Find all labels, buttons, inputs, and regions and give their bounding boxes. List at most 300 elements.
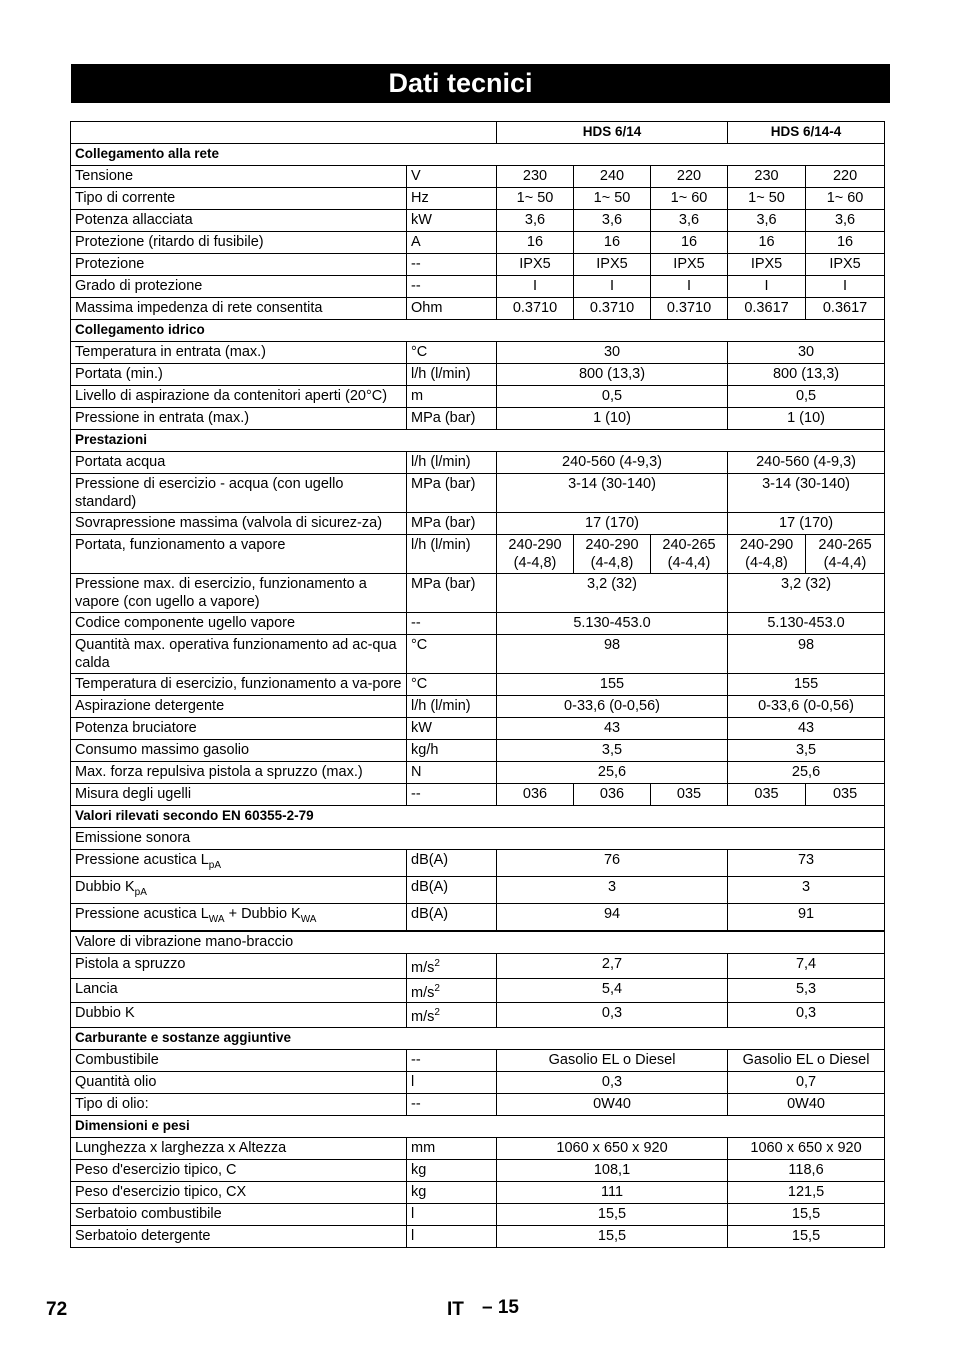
row-label-text: Temperatura in entrata (max.): [75, 344, 266, 360]
row-unit-text: l/h (l/min): [411, 366, 471, 382]
row-unit: [407, 613, 497, 635]
value-cell-2: 0.3710: [574, 298, 651, 320]
row-unit-text: --: [411, 1096, 421, 1113]
table-row: [71, 254, 885, 276]
row-unit-text: --: [411, 1052, 421, 1069]
value-model-a: 5.130-453.0: [497, 613, 728, 635]
value-model-a: 155: [497, 674, 728, 696]
row-unit-text: m: [411, 388, 424, 404]
value-cell-3: 0.3710: [651, 298, 728, 320]
row-label-text: Livello di aspirazione da contenitori aperti (20°C): [75, 388, 388, 404]
row-label-text: Quantità max. operativa funzionamento ad ac-qua calda: [75, 637, 397, 671]
value-cell-3: IPX5: [651, 254, 728, 276]
row-label-text: Peso d'esercizio tipico, CX: [75, 1184, 247, 1201]
section-header-row: [71, 144, 885, 166]
spec-table: [70, 121, 885, 1248]
row-label: [71, 1003, 407, 1028]
value-model-a: 76: [497, 850, 728, 877]
row-label: [71, 166, 407, 188]
row-unit: [407, 903, 497, 930]
subsection-title: Emissione sonora: [71, 828, 885, 850]
row-unit-text: A: [411, 234, 421, 250]
value-cell-5: 1~ 60: [806, 188, 885, 210]
table-row: [71, 903, 885, 930]
row-unit: [407, 718, 497, 740]
value-model-b: 98: [728, 635, 885, 674]
value-model-b: 800 (13,3): [728, 364, 885, 386]
row-unit-text: dB(A): [411, 852, 449, 868]
value-model-b: 0W40: [728, 1094, 885, 1116]
row-label: [71, 386, 407, 408]
section-header-row: [71, 1116, 885, 1138]
value-cell-2: IPX5: [574, 254, 651, 276]
row-label-text: Consumo massimo gasolio: [75, 742, 250, 758]
row-label: [71, 535, 407, 574]
value-cell-5: 240-265 (4-4,4): [806, 535, 885, 574]
row-label: [71, 978, 407, 1003]
row-label-text: Pressione acustica L: [75, 852, 209, 868]
row-unit: [407, 474, 497, 513]
value-model-b: 121,5: [728, 1182, 885, 1204]
table-row: [71, 1138, 885, 1160]
value-model-a: 3: [497, 876, 728, 903]
value-model-a: 0-33,6 (0-0,56): [497, 696, 728, 718]
row-unit-text: N: [411, 764, 422, 780]
value-cell-5: 0.3617: [806, 298, 885, 320]
row-label: [71, 1050, 407, 1072]
row-label: [71, 718, 407, 740]
row-label: [71, 1226, 407, 1248]
row-label-text: Sovrapressione massima (valvola di sicurez-za): [75, 515, 383, 531]
value-model-a: 30: [497, 342, 728, 364]
subsection-title: Valore di vibrazione mano-braccio: [71, 931, 885, 954]
row-label: [71, 740, 407, 762]
row-label: [71, 635, 407, 674]
page-title: Dati tecnici: [71, 64, 890, 103]
row-label-text: Portata, funzionamento a vapore: [75, 537, 286, 553]
section-header-row: [71, 806, 885, 828]
row-label: [71, 1182, 407, 1204]
row-unit-text: kg: [411, 1184, 427, 1201]
row-unit-text: l/h (l/min): [411, 537, 471, 553]
value-model-b: 0,3: [728, 1003, 885, 1028]
value-model-a: 17 (170): [497, 513, 728, 535]
value-cell-2: 240-290 (4-4,8): [574, 535, 651, 574]
value-cell-2: 036: [574, 784, 651, 806]
row-label: [71, 850, 407, 877]
row-unit-superscript: 2: [434, 957, 440, 969]
row-unit-text: --: [411, 615, 421, 631]
row-label: [71, 210, 407, 232]
value-model-a: 240-560 (4-9,3): [497, 452, 728, 474]
row-unit-text: --: [411, 278, 421, 294]
row-unit: [407, 574, 497, 613]
table-row: [71, 364, 885, 386]
row-unit-text: l: [411, 1228, 415, 1245]
value-model-b: 15,5: [728, 1226, 885, 1248]
row-label-text: Pressione max. di esercizio, funzionamento a vapore (con ugello a vapore): [75, 576, 367, 610]
row-label-tail: + Dubbio K: [224, 905, 301, 922]
value-model-a: 108,1: [497, 1160, 728, 1182]
table-row: [71, 232, 885, 254]
row-label: [71, 452, 407, 474]
row-unit-text: l/h (l/min): [411, 698, 471, 714]
value-cell-2: 16: [574, 232, 651, 254]
row-unit: [407, 740, 497, 762]
row-label-text: Aspirazione detergente: [75, 698, 225, 714]
row-label: [71, 574, 407, 613]
value-cell-4: 230: [728, 166, 806, 188]
row-unit: [407, 850, 497, 877]
row-label-text: Tipo di corrente: [75, 190, 176, 206]
table-row: [71, 386, 885, 408]
row-unit-text: l/h (l/min): [411, 454, 471, 470]
row-unit: [407, 784, 497, 806]
section-title: Prestazioni: [71, 430, 885, 452]
row-label-tail-subscript: WA: [300, 913, 317, 925]
row-label-text: Pistola a spruzzo: [75, 955, 186, 972]
value-cell-4: 16: [728, 232, 806, 254]
value-cell-5: 3,6: [806, 210, 885, 232]
value-cell-3: 220: [651, 166, 728, 188]
value-model-b: 3,2 (32): [728, 574, 885, 613]
value-cell-4: 240-290 (4-4,8): [728, 535, 806, 574]
header-blank-cell: [71, 122, 497, 144]
row-unit: [407, 1204, 497, 1226]
value-cell-2: 3,6: [574, 210, 651, 232]
row-unit-text: m/s: [411, 959, 435, 976]
value-model-a: Gasolio EL o Diesel: [497, 1050, 728, 1072]
value-model-b: 5.130-453.0: [728, 613, 885, 635]
row-label: [71, 613, 407, 635]
row-label: [71, 696, 407, 718]
row-label-text: Potenza bruciatore: [75, 720, 197, 736]
value-model-a: 1 (10): [497, 408, 728, 430]
row-unit-text: m/s: [411, 984, 435, 1001]
table-row: [71, 513, 885, 535]
row-unit-text: dB(A): [411, 905, 449, 922]
row-unit-text: mm: [411, 1140, 436, 1157]
value-model-b: 155: [728, 674, 885, 696]
table-row: [71, 696, 885, 718]
table-row: [71, 1204, 885, 1226]
row-unit-text: kg: [411, 1162, 427, 1179]
row-label-subscript: pA: [208, 859, 222, 871]
row-unit: [407, 1072, 497, 1094]
value-model-b: 43: [728, 718, 885, 740]
row-label: [71, 953, 407, 978]
value-cell-3: 035: [651, 784, 728, 806]
value-model-b: 118,6: [728, 1160, 885, 1182]
table-row: [71, 1003, 885, 1028]
row-unit: [407, 876, 497, 903]
value-model-b: 3-14 (30-140): [728, 474, 885, 513]
row-label: [71, 254, 407, 276]
value-cell-1: I: [497, 276, 574, 298]
row-unit-text: l: [411, 1206, 415, 1223]
row-unit-superscript: 2: [434, 982, 440, 994]
value-cell-3: 3,6: [651, 210, 728, 232]
row-label-text: Combustibile: [75, 1052, 159, 1069]
row-label-text: Protezione (ritardo di fusibile): [75, 234, 264, 250]
value-model-b: 0-33,6 (0-0,56): [728, 696, 885, 718]
section-header-row: [71, 430, 885, 452]
value-cell-4: I: [728, 276, 806, 298]
row-label-text: Serbatoio combustibile: [75, 1206, 222, 1223]
value-model-a: 0,3: [497, 1003, 728, 1028]
value-cell-5: I: [806, 276, 885, 298]
row-label: [71, 342, 407, 364]
value-cell-1: 230: [497, 166, 574, 188]
row-unit: [407, 635, 497, 674]
row-label-text: Grado di protezione: [75, 278, 203, 294]
table-row: [71, 166, 885, 188]
value-cell-3: 1~ 60: [651, 188, 728, 210]
table-row: [71, 574, 885, 613]
row-label: [71, 1138, 407, 1160]
row-label-subscript: WA: [208, 913, 225, 925]
row-unit-superscript: 2: [434, 1007, 440, 1019]
row-label: [71, 364, 407, 386]
value-cell-1: 0.3710: [497, 298, 574, 320]
value-model-a: 98: [497, 635, 728, 674]
value-model-b: 1060 x 650 x 920: [728, 1138, 885, 1160]
row-label-subscript: pA: [134, 886, 147, 898]
row-unit: [407, 452, 497, 474]
row-label: [71, 298, 407, 320]
row-label: [71, 784, 407, 806]
row-unit-text: °C: [411, 637, 428, 653]
value-model-b: Gasolio EL o Diesel: [728, 1050, 885, 1072]
section-page-number: – 15: [482, 1297, 519, 1318]
row-label-text: Peso d'esercizio tipico, C: [75, 1162, 237, 1179]
row-label-text: Protezione: [75, 256, 145, 272]
row-unit: [407, 276, 497, 298]
row-unit: [407, 1226, 497, 1248]
table-row: [71, 1050, 885, 1072]
value-cell-5: 16: [806, 232, 885, 254]
row-unit-text: °C: [411, 676, 428, 692]
row-unit: [407, 210, 497, 232]
row-unit-text: kg/h: [411, 742, 439, 758]
value-model-b: 73: [728, 850, 885, 877]
value-model-a: 15,5: [497, 1226, 728, 1248]
value-model-b: 3,5: [728, 740, 885, 762]
value-model-b: 17 (170): [728, 513, 885, 535]
value-cell-1: 16: [497, 232, 574, 254]
row-label-text: Pressione in entrata (max.): [75, 410, 250, 426]
row-label-text: Portata (min.): [75, 366, 163, 382]
row-unit-text: MPa (bar): [411, 576, 476, 592]
value-cell-4: 3,6: [728, 210, 806, 232]
language-code: IT: [447, 1299, 464, 1320]
subsection-row: [71, 828, 885, 850]
table-row: [71, 188, 885, 210]
table-row: [71, 613, 885, 635]
row-unit: [407, 1094, 497, 1116]
row-label-text: Pressione di esercizio - acqua (con ugello standard): [75, 476, 344, 510]
value-model-a: 0W40: [497, 1094, 728, 1116]
value-cell-4: 035: [728, 784, 806, 806]
row-unit-text: kW: [411, 720, 432, 736]
row-unit: [407, 408, 497, 430]
table-row: [71, 674, 885, 696]
row-label: [71, 762, 407, 784]
value-model-b: 3: [728, 876, 885, 903]
value-model-b: 240-560 (4-9,3): [728, 452, 885, 474]
page-number: 72: [46, 1299, 68, 1320]
value-cell-1: 3,6: [497, 210, 574, 232]
row-unit-text: V: [411, 168, 421, 184]
row-unit-text: dB(A): [411, 878, 449, 895]
table-row: [71, 635, 885, 674]
table-row: [71, 1182, 885, 1204]
value-cell-1: 036: [497, 784, 574, 806]
table-row: [71, 535, 885, 574]
row-label-text: Portata acqua: [75, 454, 166, 470]
value-cell-2: 240: [574, 166, 651, 188]
value-model-a: 25,6: [497, 762, 728, 784]
table-row: [71, 408, 885, 430]
row-label-text: Dubbio K: [75, 1005, 135, 1022]
value-cell-1: 1~ 50: [497, 188, 574, 210]
row-unit: [407, 513, 497, 535]
value-model-a: 94: [497, 903, 728, 930]
table-row: [71, 740, 885, 762]
row-unit: [407, 342, 497, 364]
table-row: [71, 452, 885, 474]
section-title: Valori rilevati secondo EN 60355-2-79: [71, 806, 885, 828]
value-model-b: 0,5: [728, 386, 885, 408]
row-unit: [407, 166, 497, 188]
table-row: [71, 953, 885, 978]
value-cell-1: 240-290 (4-4,8): [497, 535, 574, 574]
value-model-b: 30: [728, 342, 885, 364]
value-cell-3: 240-265 (4-4,4): [651, 535, 728, 574]
value-model-a: 3,2 (32): [497, 574, 728, 613]
value-model-a: 43: [497, 718, 728, 740]
row-unit-text: MPa (bar): [411, 476, 476, 492]
value-cell-2: 1~ 50: [574, 188, 651, 210]
value-cell-3: 16: [651, 232, 728, 254]
row-unit: [407, 386, 497, 408]
row-label-text: Dubbio K: [75, 878, 135, 895]
row-unit-text: Hz: [411, 190, 429, 206]
value-model-a: 1060 x 650 x 920: [497, 1138, 728, 1160]
row-label: [71, 876, 407, 903]
row-label: [71, 408, 407, 430]
row-label-text: Potenza allacciata: [75, 212, 193, 228]
value-cell-5: 035: [806, 784, 885, 806]
value-cell-4: IPX5: [728, 254, 806, 276]
row-label: [71, 474, 407, 513]
row-unit: [407, 254, 497, 276]
value-model-a: 15,5: [497, 1204, 728, 1226]
value-cell-4: 0.3617: [728, 298, 806, 320]
section-title: Collegamento idrico: [71, 320, 885, 342]
section-title: Collegamento alla rete: [71, 144, 885, 166]
row-label-text: Misura degli ugelli: [75, 786, 192, 802]
section-title: Dimensioni e pesi: [71, 1116, 885, 1138]
row-label-text: Tipo di olio:: [75, 1096, 149, 1113]
value-model-b: 0,7: [728, 1072, 885, 1094]
row-unit: [407, 1003, 497, 1028]
value-model-b: 25,6: [728, 762, 885, 784]
row-unit: [407, 1160, 497, 1182]
row-unit: [407, 696, 497, 718]
row-label: [71, 1072, 407, 1094]
row-unit: [407, 188, 497, 210]
table-row: [71, 210, 885, 232]
row-label-text: Massima impedenza di rete consentita: [75, 300, 323, 316]
row-unit: [407, 298, 497, 320]
row-unit-text: l: [411, 1074, 415, 1091]
table-row: [71, 978, 885, 1003]
row-label-text: Tensione: [75, 168, 134, 184]
value-model-b: 91: [728, 903, 885, 930]
table-row: [71, 276, 885, 298]
row-unit: [407, 232, 497, 254]
header-model-a: HDS 6/14: [497, 122, 728, 144]
value-cell-1: IPX5: [497, 254, 574, 276]
table-header-row: [71, 122, 885, 144]
row-label-text: Pressione acustica L: [75, 905, 209, 922]
row-label-text: Lunghezza x larghezza x Altezza: [75, 1140, 287, 1157]
row-label-text: Lancia: [75, 980, 118, 997]
row-label: [71, 674, 407, 696]
row-unit-text: MPa (bar): [411, 515, 476, 531]
row-unit-text: --: [411, 786, 421, 802]
value-model-b: 1 (10): [728, 408, 885, 430]
subsection-row: [71, 931, 885, 954]
row-unit: [407, 1138, 497, 1160]
row-label: [71, 232, 407, 254]
table-row: [71, 1160, 885, 1182]
table-row: [71, 1094, 885, 1116]
table-row: [71, 784, 885, 806]
value-model-b: 5,3: [728, 978, 885, 1003]
row-unit: [407, 953, 497, 978]
table-row: [71, 1072, 885, 1094]
table-row: [71, 762, 885, 784]
row-unit-text: m/s: [411, 1009, 435, 1026]
section-header-row: [71, 320, 885, 342]
row-unit: [407, 1050, 497, 1072]
row-unit: [407, 364, 497, 386]
row-unit: [407, 978, 497, 1003]
value-model-a: 5,4: [497, 978, 728, 1003]
value-cell-4: 1~ 50: [728, 188, 806, 210]
row-label: [71, 1160, 407, 1182]
value-cell-3: I: [651, 276, 728, 298]
row-unit-text: °C: [411, 344, 428, 360]
value-model-b: 7,4: [728, 953, 885, 978]
value-model-a: 800 (13,3): [497, 364, 728, 386]
row-unit: [407, 674, 497, 696]
value-cell-2: I: [574, 276, 651, 298]
value-model-a: 2,7: [497, 953, 728, 978]
row-label: [71, 1094, 407, 1116]
row-label-text: Codice componente ugello vapore: [75, 615, 296, 631]
value-model-a: 3-14 (30-140): [497, 474, 728, 513]
row-label: [71, 903, 407, 930]
table-row: [71, 1226, 885, 1248]
value-cell-5: 220: [806, 166, 885, 188]
value-model-a: 111: [497, 1182, 728, 1204]
table-row: [71, 474, 885, 513]
row-unit-text: MPa (bar): [411, 410, 476, 426]
row-unit: [407, 535, 497, 574]
